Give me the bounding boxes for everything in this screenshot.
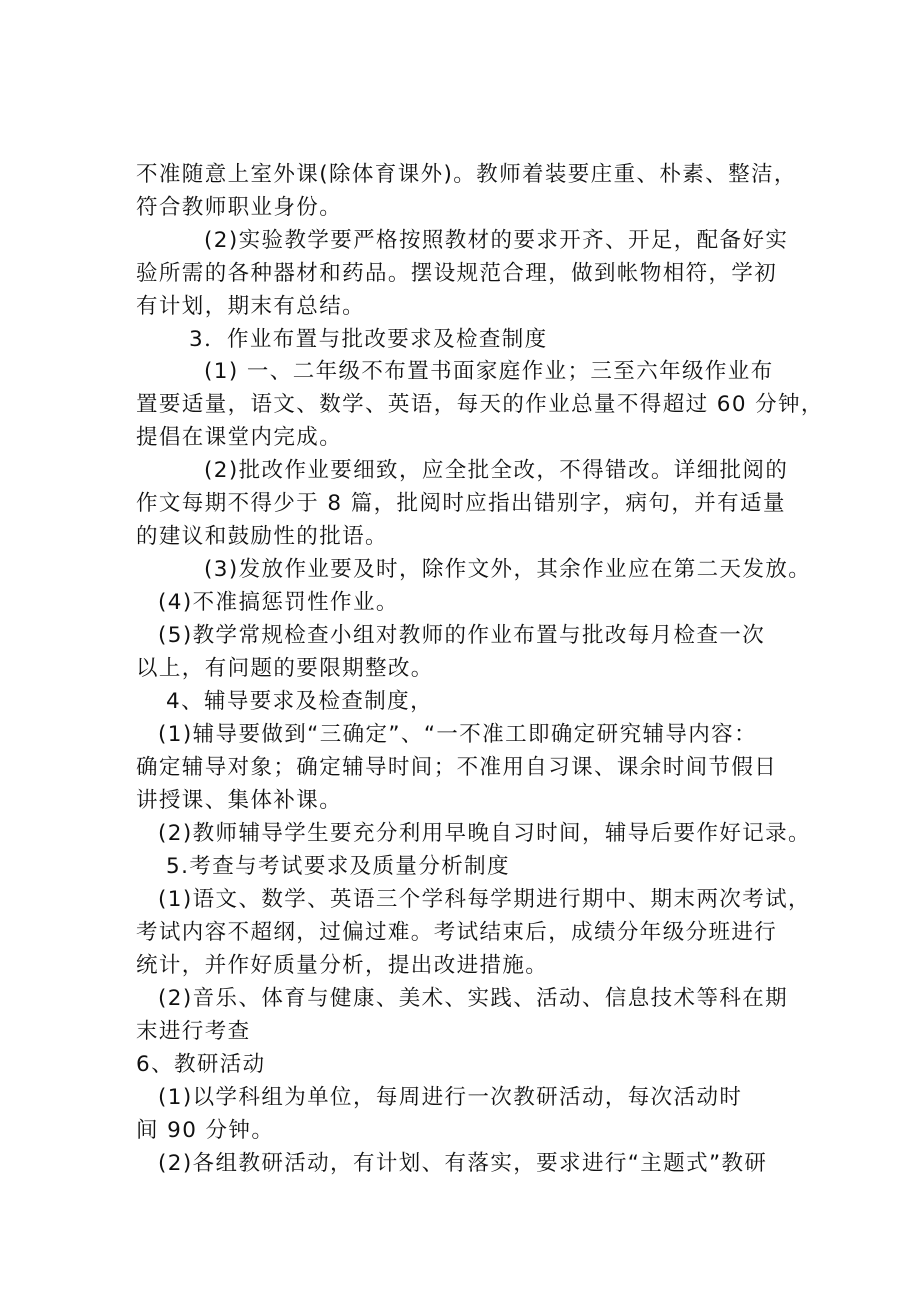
text-line: (1)辅导要做到“三确定”、“一不准工即确定研究辅导内容： (158, 722, 757, 747)
text-line: 讲授课、集体补课。 (136, 788, 343, 813)
text-line: (3)发放作业要及时，除作文外，其余作业应在第二天发放。 (204, 557, 812, 582)
text-line: 符合教师职业身份。 (136, 195, 343, 220)
text-line: (1)以学科组为单位，每周进行一次教研活动，每次活动时 (158, 1085, 743, 1110)
text-line: (2)批改作业要细致，应全批全改，不得错改。详细批阅的 (204, 458, 789, 483)
text-line: 考试内容不超纲，过偏过难。考试结束后，成绩分年级分班进行 (136, 920, 778, 945)
text-line: 间 90 分钟。 (136, 1118, 275, 1143)
text-line: 的建议和鼓励性的批语。 (136, 524, 388, 549)
section-heading: 4、辅导要求及检查制度， (166, 689, 433, 714)
text-line: 不准随意上室外课(除体育课外)。教师着装要庄重、朴素、整洁， (136, 162, 797, 187)
section-heading: 3．作业布置与批改要求及检查制度 (189, 327, 548, 352)
text-line: 有计划，期末有总结。 (136, 294, 366, 319)
text-line: 验所需的各种器材和药品。摆设规范合理，做到帐物相符，学初 (136, 261, 778, 286)
text-line: (1) 一、二年级不布置书面家庭作业；三至六年级作业布 (204, 359, 774, 384)
text-line: (2)实验教学要严格按照教材的要求开齐、开足，配备好实 (204, 228, 789, 253)
text-line: 末进行考查 (136, 1019, 251, 1044)
section-heading: 5.考查与考试要求及质量分析制度 (166, 854, 510, 879)
text-line: 确定辅导对象；确定辅导时间；不准用自习课、课余时间节假日 (136, 755, 778, 780)
text-line: (2)音乐、体育与健康、美术、实践、活动、信息技术等科在期 (158, 986, 789, 1011)
text-line: 置要适量，语文、数学、英语，每天的作业总量不得超过 60 分钟， (136, 392, 824, 417)
text-line: (5)教学常规检查小组对教师的作业布置与批改每月检查一次 (158, 623, 766, 648)
text-line: 以上，有问题的要限期整改。 (136, 656, 434, 681)
text-line: (2)教师辅导学生要充分利用早晚自习时间，辅导后要作好记录。 (158, 821, 811, 846)
text-line: 统计，并作好质量分析，提出改进措施。 (136, 953, 549, 978)
section-heading: 6、教研活动 (136, 1052, 266, 1077)
text-line: (2)各组教研活动，有计划、有落实，要求进行“主题式”教研 (158, 1151, 768, 1176)
text-line: (1)语文、数学、英语三个学科每学期进行期中、期末两次考试， (158, 887, 811, 912)
text-line: 作文每期不得少于 8 篇，批阅时应指出错别字，病句，并有适量 (136, 491, 786, 516)
text-line: 提倡在课堂内完成。 (136, 425, 343, 450)
text-line: (4)不准搞惩罚性作业。 (158, 590, 399, 615)
